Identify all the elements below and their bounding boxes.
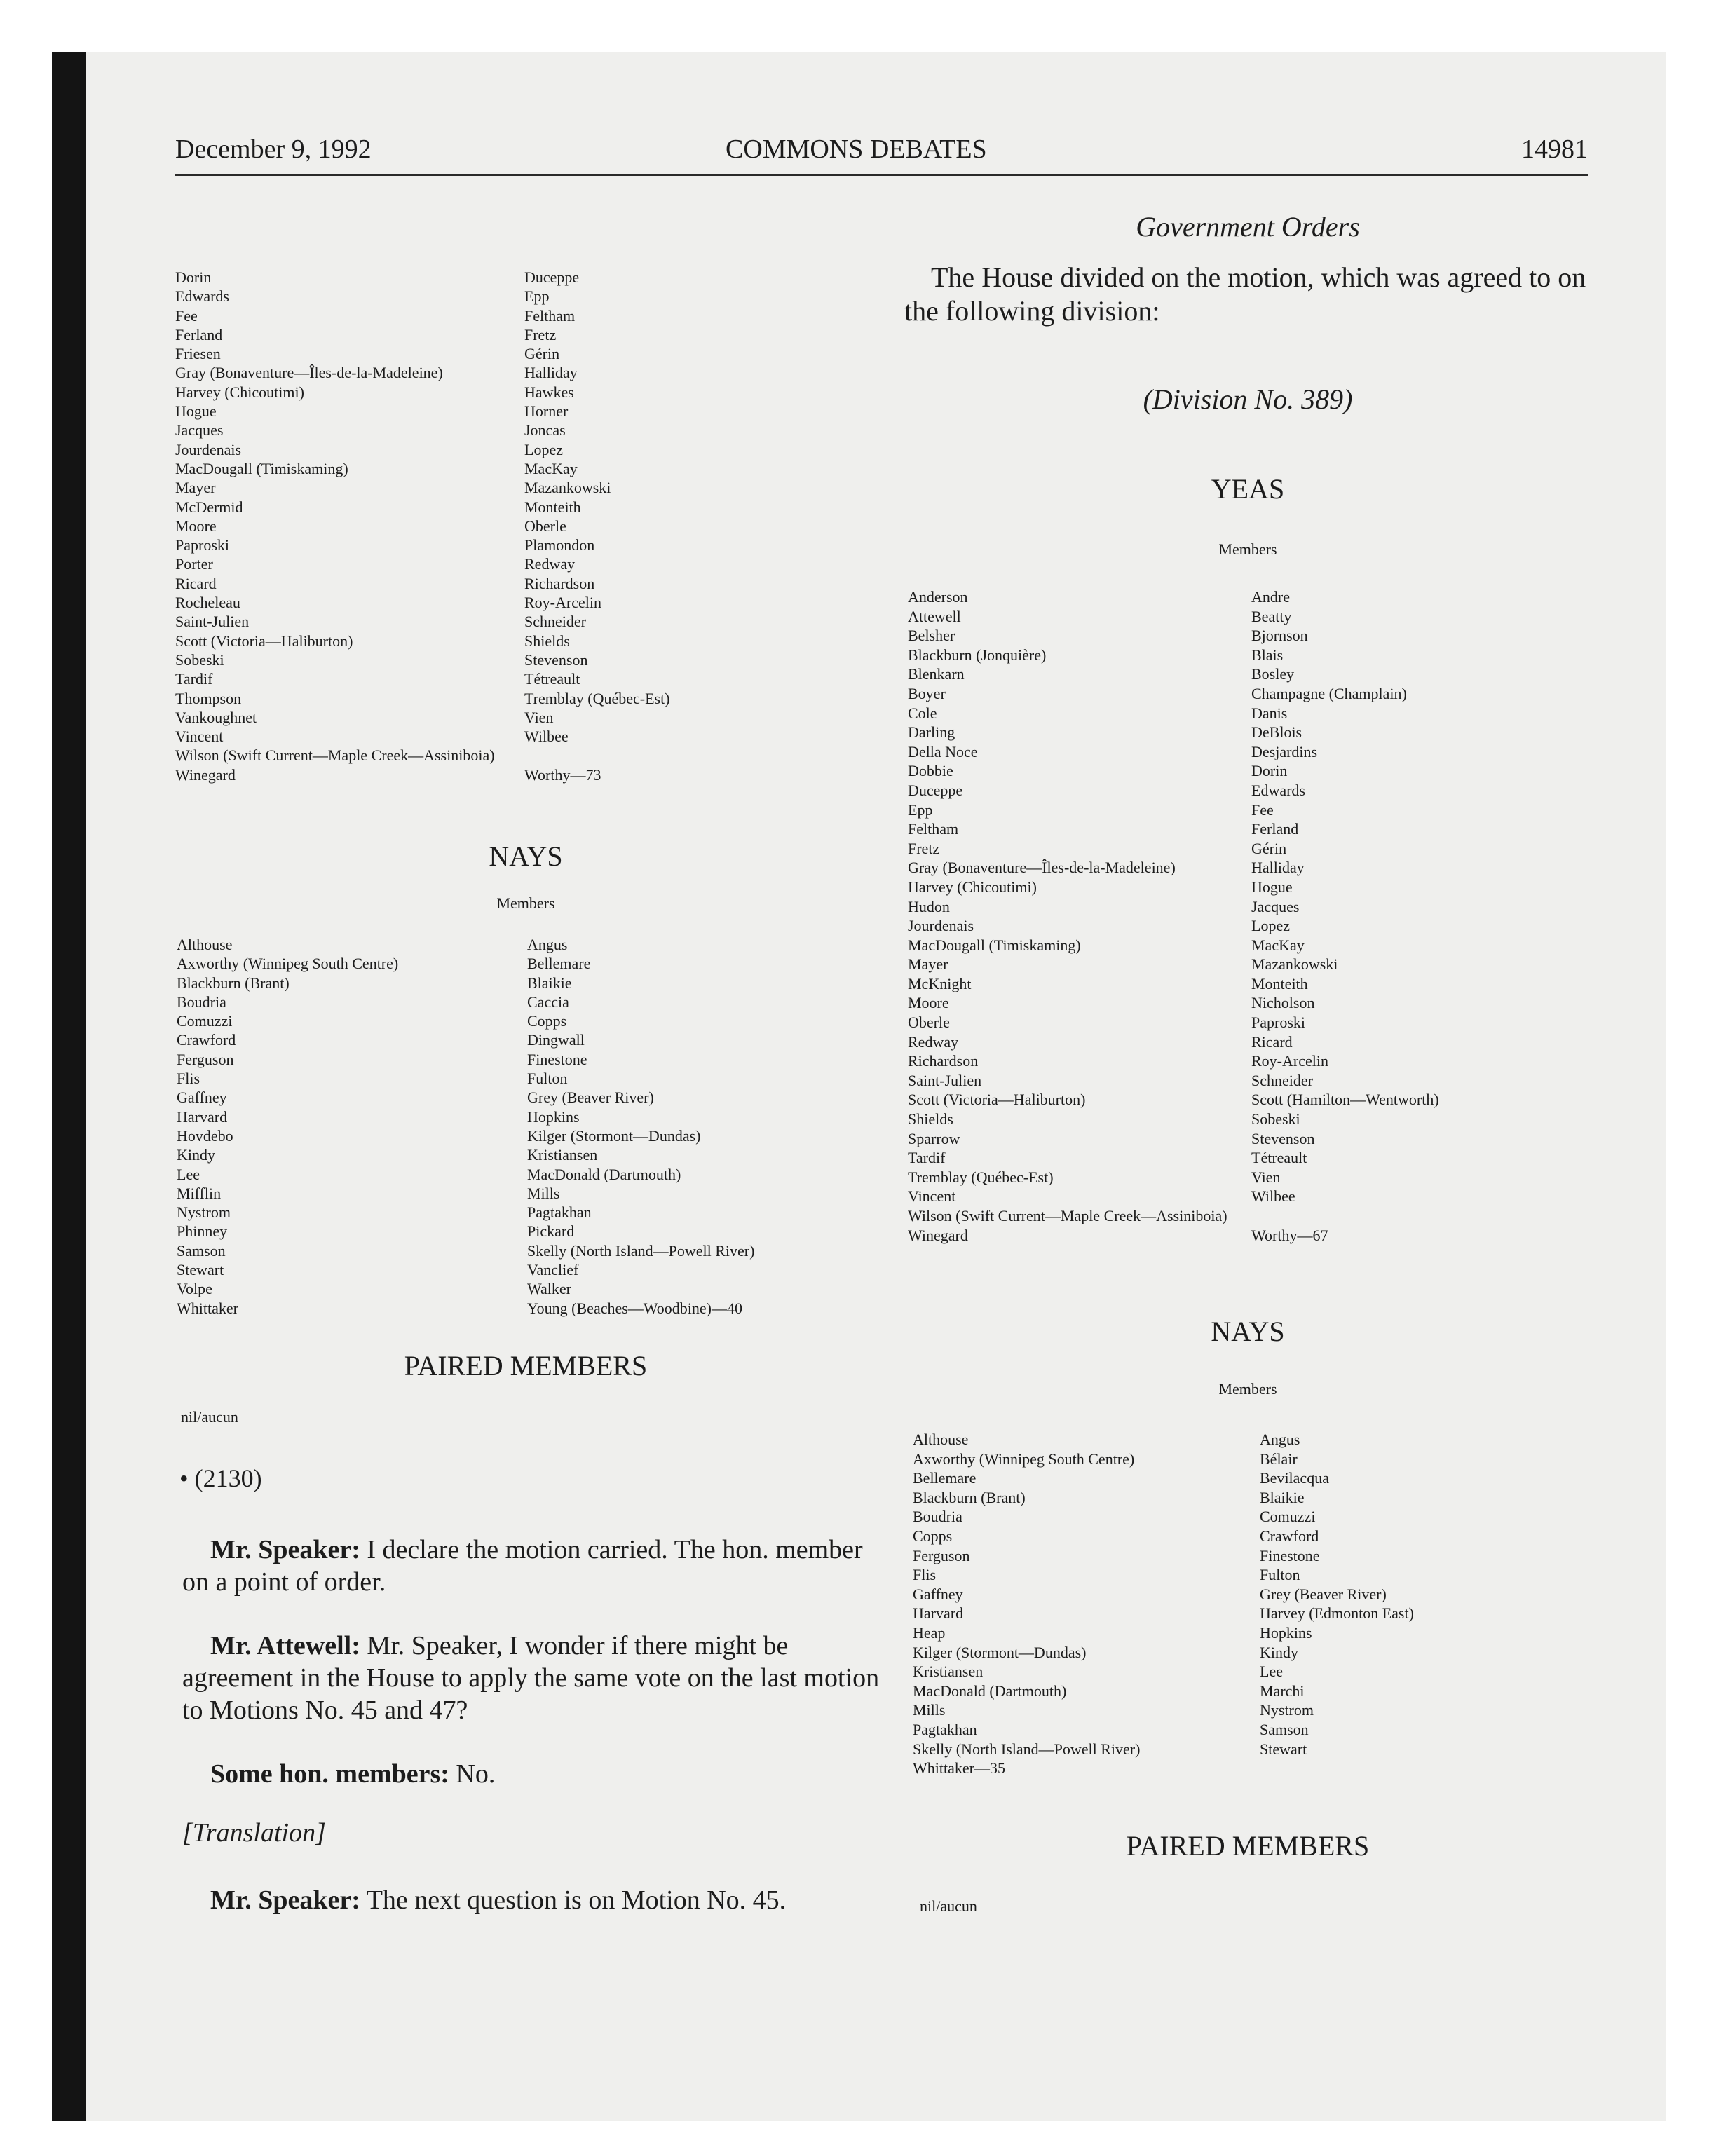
member-name: Stevenson (1251, 1129, 1315, 1147)
member-name: Blackburn (Brant) (913, 1488, 1026, 1506)
member-name: Blaikie (527, 974, 572, 992)
member-name: Paproski (1251, 1014, 1305, 1032)
member-name: Gaffney (913, 1585, 963, 1603)
member-name: Hopkins (1260, 1623, 1312, 1642)
member-name: Pagtakhan (527, 1203, 592, 1222)
member-name: Fulton (527, 1070, 568, 1088)
member-name: Harvey (Chicoutimi) (175, 383, 304, 401)
member-name: Joncas (524, 421, 566, 439)
member-name: Sparrow (908, 1129, 960, 1147)
speaker-name: Mr. Attewell: (210, 1631, 360, 1660)
member-name: Volpe (177, 1280, 212, 1298)
member-name: Feltham (908, 820, 959, 838)
member-name: Roy-Arcelin (524, 594, 601, 612)
member-name: Young (Beaches—Woodbine)—40 (527, 1299, 743, 1317)
section-heading: Government Orders (1136, 211, 1360, 243)
right-nays-title: NAYS (1211, 1316, 1285, 1347)
left-paired-title: PAIRED MEMBERS (404, 1350, 648, 1381)
member-name: Epp (908, 800, 933, 819)
division-number: (Division No. 389) (1143, 383, 1353, 415)
member-name: Axworthy (Winnipeg South Centre) (177, 955, 399, 973)
member-name: Tétreault (524, 670, 580, 688)
member-name: Worthy—67 (1251, 1226, 1328, 1244)
member-name: Jourdenais (175, 440, 242, 458)
member-name: Vincent (175, 728, 224, 746)
member-name: Moore (175, 517, 217, 535)
member-name: Ricard (175, 574, 217, 592)
member-name: Samson (177, 1241, 226, 1260)
member-name: Shields (524, 632, 570, 650)
left-yeas-col2 (524, 268, 670, 784)
member-name: Grey (Beaver River) (527, 1089, 654, 1107)
member-name: Phinney (177, 1222, 228, 1241)
member-name: Richardson (908, 1052, 979, 1070)
member-name: Anderson (908, 588, 968, 606)
member-name: Jacques (175, 421, 224, 439)
member-name: Shields (908, 1110, 953, 1128)
member-name: Nystrom (177, 1203, 231, 1222)
member-name: MacDougall (Timiskaming) (908, 936, 1081, 954)
member-name: Copps (913, 1527, 953, 1545)
member-name: Danis (1251, 704, 1288, 722)
member-name: Halliday (524, 364, 578, 382)
member-name: Paproski (175, 536, 229, 554)
member-name: Plamondon (524, 536, 595, 554)
right-yeas-members-label: Members (1218, 540, 1277, 558)
member-name: Vanclief (527, 1261, 579, 1279)
member-name: Kristiansen (527, 1146, 598, 1164)
member-name: Marchi (1260, 1681, 1305, 1700)
member-name: Wilson (Swift Current—Maple Creek—Assiniboia) (175, 746, 495, 765)
member-name: Cole (908, 704, 937, 722)
time-marker: • (2130) (179, 1464, 262, 1492)
member-name: Tardif (908, 1149, 946, 1167)
member-name: Bevilacqua (1260, 1469, 1329, 1487)
member-name: Hovdebo (177, 1126, 233, 1145)
member-name: Skelly (North Island—Powell River) (913, 1740, 1141, 1758)
member-name: Hogue (1251, 878, 1293, 896)
speech-text: The next question is on Motion No. 45. (360, 1885, 787, 1915)
member-name: Harvard (913, 1604, 964, 1623)
member-name: Whittaker—35 (913, 1759, 1005, 1778)
member-name: Kindy (177, 1146, 215, 1164)
member-name: Vien (1251, 1168, 1281, 1186)
member-name: Epp (524, 287, 550, 306)
member-name: Lopez (524, 440, 563, 458)
member-name: Hudon (908, 897, 950, 915)
member-name: Ferland (1251, 820, 1299, 838)
speech-text: I declare the motion carried. The hon. member on a point of order. (182, 1535, 863, 1597)
member-name: Whittaker (177, 1299, 238, 1317)
right-paired-title: PAIRED MEMBERS (1126, 1830, 1370, 1862)
member-name: Fee (1251, 800, 1274, 819)
member-name: Mifflin (177, 1184, 222, 1202)
member-name: Pickard (527, 1222, 575, 1241)
division-intro: The House divided on the motion, which was agreed to on the following division: (904, 261, 1586, 327)
member-name: Nystrom (1260, 1701, 1314, 1719)
speaker-name: Mr. Speaker: (210, 1535, 360, 1564)
left-paired-text: nil/aucun (181, 1408, 238, 1426)
member-name: Vankoughnet (175, 708, 257, 726)
member-name: Mazankowski (1251, 955, 1338, 974)
member-name: Nicholson (1251, 994, 1315, 1012)
member-name: Saint-Julien (175, 613, 250, 631)
member-name: Feltham (524, 306, 576, 325)
member-name: Porter (175, 555, 213, 573)
member-name: Comuzzi (177, 1012, 233, 1030)
member-name (1251, 1206, 1439, 1226)
left-nays-col2 (527, 935, 754, 1318)
member-name: Edwards (175, 287, 229, 306)
member-name: Champagne (Champlain) (1251, 684, 1407, 702)
left-nays-members-label: Members (496, 894, 555, 912)
member-name: MacDougall (Timiskaming) (175, 459, 348, 477)
member-name: Scott (Victoria—Haliburton) (175, 632, 353, 650)
member-name: Ricard (1251, 1032, 1293, 1051)
member-name: Ferland (175, 325, 223, 343)
member-name: Duceppe (524, 268, 580, 286)
member-name: Redway (908, 1032, 959, 1051)
member-name: Harvey (Chicoutimi) (908, 878, 1037, 896)
member-name: Ferguson (177, 1050, 234, 1068)
left-nays-col1 (177, 935, 398, 1318)
member-name: Althouse (177, 936, 233, 953)
member-name: Tardif (175, 670, 213, 688)
member-name: Vincent (908, 1187, 956, 1206)
member-name: Lee (1260, 1663, 1283, 1681)
member-name: Wilbee (1251, 1187, 1295, 1206)
member-name: Duceppe (908, 781, 963, 799)
member-name: Dingwall (527, 1031, 585, 1049)
member-name: Harvard (177, 1107, 228, 1126)
member-name: Desjardins (1251, 742, 1318, 760)
left-nays-title: NAYS (489, 840, 563, 872)
member-name: Fretz (908, 839, 940, 857)
member-name: Monteith (524, 498, 581, 516)
paragraph-speaker-2 (182, 1884, 890, 1916)
member-name: Boyer (908, 684, 946, 702)
member-name: Dorin (1251, 762, 1288, 780)
member-name: Kilger (Stormont—Dundas) (913, 1643, 1087, 1661)
member-name: Dobbie (908, 762, 953, 780)
member-name: Crawford (1260, 1527, 1319, 1545)
member-name: Gray (Bonaventure—Îles-de-la-Madeleine) (908, 859, 1176, 877)
member-name: Sobeski (175, 650, 224, 669)
member-name: Harvey (Edmonton East) (1260, 1604, 1414, 1623)
member-name: Moore (908, 994, 949, 1012)
member-name: Gray (Bonaventure—Îles-de-la-Madeleine) (175, 364, 443, 382)
member-name: Wilson (Swift Current—Maple Creek—Assiniboia) (908, 1207, 1227, 1224)
member-name: Hopkins (527, 1107, 580, 1126)
right-nays-col1 (913, 1430, 1140, 1778)
member-name: Oberle (524, 517, 566, 535)
member-name: Thompson (175, 689, 242, 707)
member-name: Hogue (175, 402, 217, 421)
member-name: Crawford (177, 1031, 236, 1049)
member-name: MacKay (524, 459, 578, 477)
member-name: Kilger (Stormont—Dundas) (527, 1126, 701, 1145)
member-name: Mazankowski (524, 479, 611, 497)
member-name: Redway (524, 555, 576, 573)
member-name: Walker (527, 1280, 571, 1298)
member-name: Dorin (175, 268, 212, 286)
right-paired-text: nil/aucun (920, 1897, 977, 1915)
member-name: Blackburn (Jonquière) (908, 646, 1047, 664)
member-name: Kindy (1260, 1643, 1298, 1661)
member-name: Darling (908, 723, 955, 742)
member-name: Boudria (913, 1508, 962, 1526)
member-name: Ferguson (913, 1546, 970, 1564)
right-nays-col2 (1260, 1430, 1414, 1759)
member-name: Angus (527, 936, 568, 953)
member-name: Finestone (1260, 1546, 1320, 1564)
member-name: Heap (913, 1623, 946, 1642)
header-date: December 9, 1992 (175, 135, 372, 164)
member-name: Stewart (1260, 1740, 1307, 1758)
member-name: Fee (175, 306, 198, 325)
scan-binding-edge (52, 52, 86, 2121)
member-name: Lee (177, 1165, 200, 1183)
member-name: Wilbee (524, 728, 569, 746)
member-name: Angus (1260, 1431, 1300, 1448)
member-name: Schneider (524, 613, 586, 631)
member-name: Mills (913, 1701, 946, 1719)
member-name: Beatty (1251, 607, 1292, 625)
member-name: McDermid (175, 498, 243, 516)
member-name: Belsher (908, 627, 955, 645)
member-name: DeBlois (1251, 723, 1302, 742)
member-name: Mills (527, 1184, 560, 1202)
member-name: Grey (Beaver River) (1260, 1585, 1387, 1603)
member-name: Oberle (908, 1014, 950, 1032)
header-rule (175, 174, 1588, 176)
member-name: Comuzzi (1260, 1508, 1316, 1526)
member-name: Bellemare (913, 1469, 977, 1487)
member-name: Mayer (175, 479, 216, 497)
translation-label: [Translation] (182, 1818, 326, 1848)
right-nays-members-label: Members (1218, 1380, 1277, 1398)
member-name: Friesen (175, 345, 221, 363)
member-name: Blais (1251, 646, 1284, 664)
member-name: Finestone (527, 1050, 587, 1068)
member-name: Bjornson (1251, 627, 1308, 645)
paragraph-speaker-1 (182, 1534, 880, 1598)
member-name: Halliday (1251, 859, 1305, 877)
member-name: Tétreault (1251, 1149, 1307, 1167)
member-name: Rocheleau (175, 594, 240, 612)
member-name: Mayer (908, 955, 948, 974)
member-name: Winegard (175, 765, 236, 784)
paragraph-attewell (182, 1630, 880, 1726)
member-name: Della Noce (908, 742, 978, 760)
member-name: Axworthy (Winnipeg South Centre) (913, 1449, 1135, 1468)
member-name: Saint-Julien (908, 1071, 982, 1089)
member-name: Bélair (1260, 1449, 1298, 1468)
member-name: Skelly (North Island—Powell River) (527, 1241, 755, 1260)
member-name: Gérin (1251, 839, 1287, 857)
member-name: Blackburn (Brant) (177, 974, 290, 992)
left-yeas-col1 (175, 268, 495, 784)
member-name: Scott (Hamilton—Wentworth) (1251, 1091, 1439, 1109)
member-name: Worthy—73 (524, 765, 601, 784)
member-name: Boudria (177, 992, 226, 1011)
member-name: Fulton (1260, 1566, 1300, 1584)
member-name: Scott (Victoria—Haliburton) (908, 1091, 1086, 1109)
member-name: Andre (1251, 588, 1290, 606)
member-name: Vien (524, 708, 554, 726)
member-name: Sobeski (1251, 1110, 1300, 1128)
member-name: McKnight (908, 974, 972, 992)
member-name: Blenkarn (908, 665, 965, 683)
member-name: Copps (527, 1012, 567, 1030)
speech-text: Mr. Speaker, I wonder if there might be agreement in the House to apply the same vote on the last motion to Motions No. 45 and 47? (182, 1631, 880, 1725)
member-name: Stewart (177, 1261, 224, 1279)
member-name: Edwards (1251, 781, 1305, 799)
speaker-name: Mr. Speaker: (210, 1885, 360, 1915)
member-name: Jourdenais (908, 917, 974, 935)
member-name: MacKay (1251, 936, 1305, 954)
member-name: MacDonald (Dartmouth) (913, 1681, 1067, 1700)
member-name: Schneider (1251, 1071, 1313, 1089)
right-yeas-col2 (1251, 587, 1439, 1245)
member-name: Caccia (527, 992, 569, 1011)
member-name: Lopez (1251, 917, 1290, 935)
member-name: Tremblay (Québec-Est) (524, 689, 670, 707)
speech-text: No. (449, 1759, 496, 1789)
member-name: Attewell (908, 607, 961, 625)
paragraph-members (182, 1758, 880, 1790)
right-yeas-title: YEAS (1211, 473, 1285, 505)
member-name: Flis (913, 1566, 937, 1584)
member-name: Winegard (908, 1226, 968, 1244)
header-title: COMMONS DEBATES (726, 135, 987, 164)
page-number: 14981 (1521, 135, 1588, 164)
member-name: Flis (177, 1070, 200, 1088)
member-name: Pagtakhan (913, 1720, 977, 1738)
member-name: Tremblay (Québec-Est) (908, 1168, 1054, 1186)
member-name: MacDonald (Dartmouth) (527, 1165, 681, 1183)
member-name: Bellemare (527, 955, 591, 973)
right-yeas-col1 (908, 587, 1227, 1245)
member-name: Horner (524, 402, 569, 421)
member-name: Gaffney (177, 1089, 227, 1107)
member-name: Kristiansen (913, 1663, 984, 1681)
member-name: Bosley (1251, 665, 1295, 683)
member-name: Gérin (524, 345, 560, 363)
member-name (524, 746, 670, 765)
member-name: Jacques (1251, 897, 1300, 915)
member-name: Samson (1260, 1720, 1309, 1738)
member-name: Richardson (524, 574, 595, 592)
member-name: Roy-Arcelin (1251, 1052, 1328, 1070)
member-name: Blaikie (1260, 1488, 1305, 1506)
member-name: Hawkes (524, 383, 574, 401)
member-name: Althouse (913, 1431, 969, 1448)
member-name: Fretz (524, 325, 557, 343)
member-name: Stevenson (524, 650, 588, 669)
speaker-name: Some hon. members: (210, 1759, 449, 1789)
member-name: Monteith (1251, 974, 1308, 992)
